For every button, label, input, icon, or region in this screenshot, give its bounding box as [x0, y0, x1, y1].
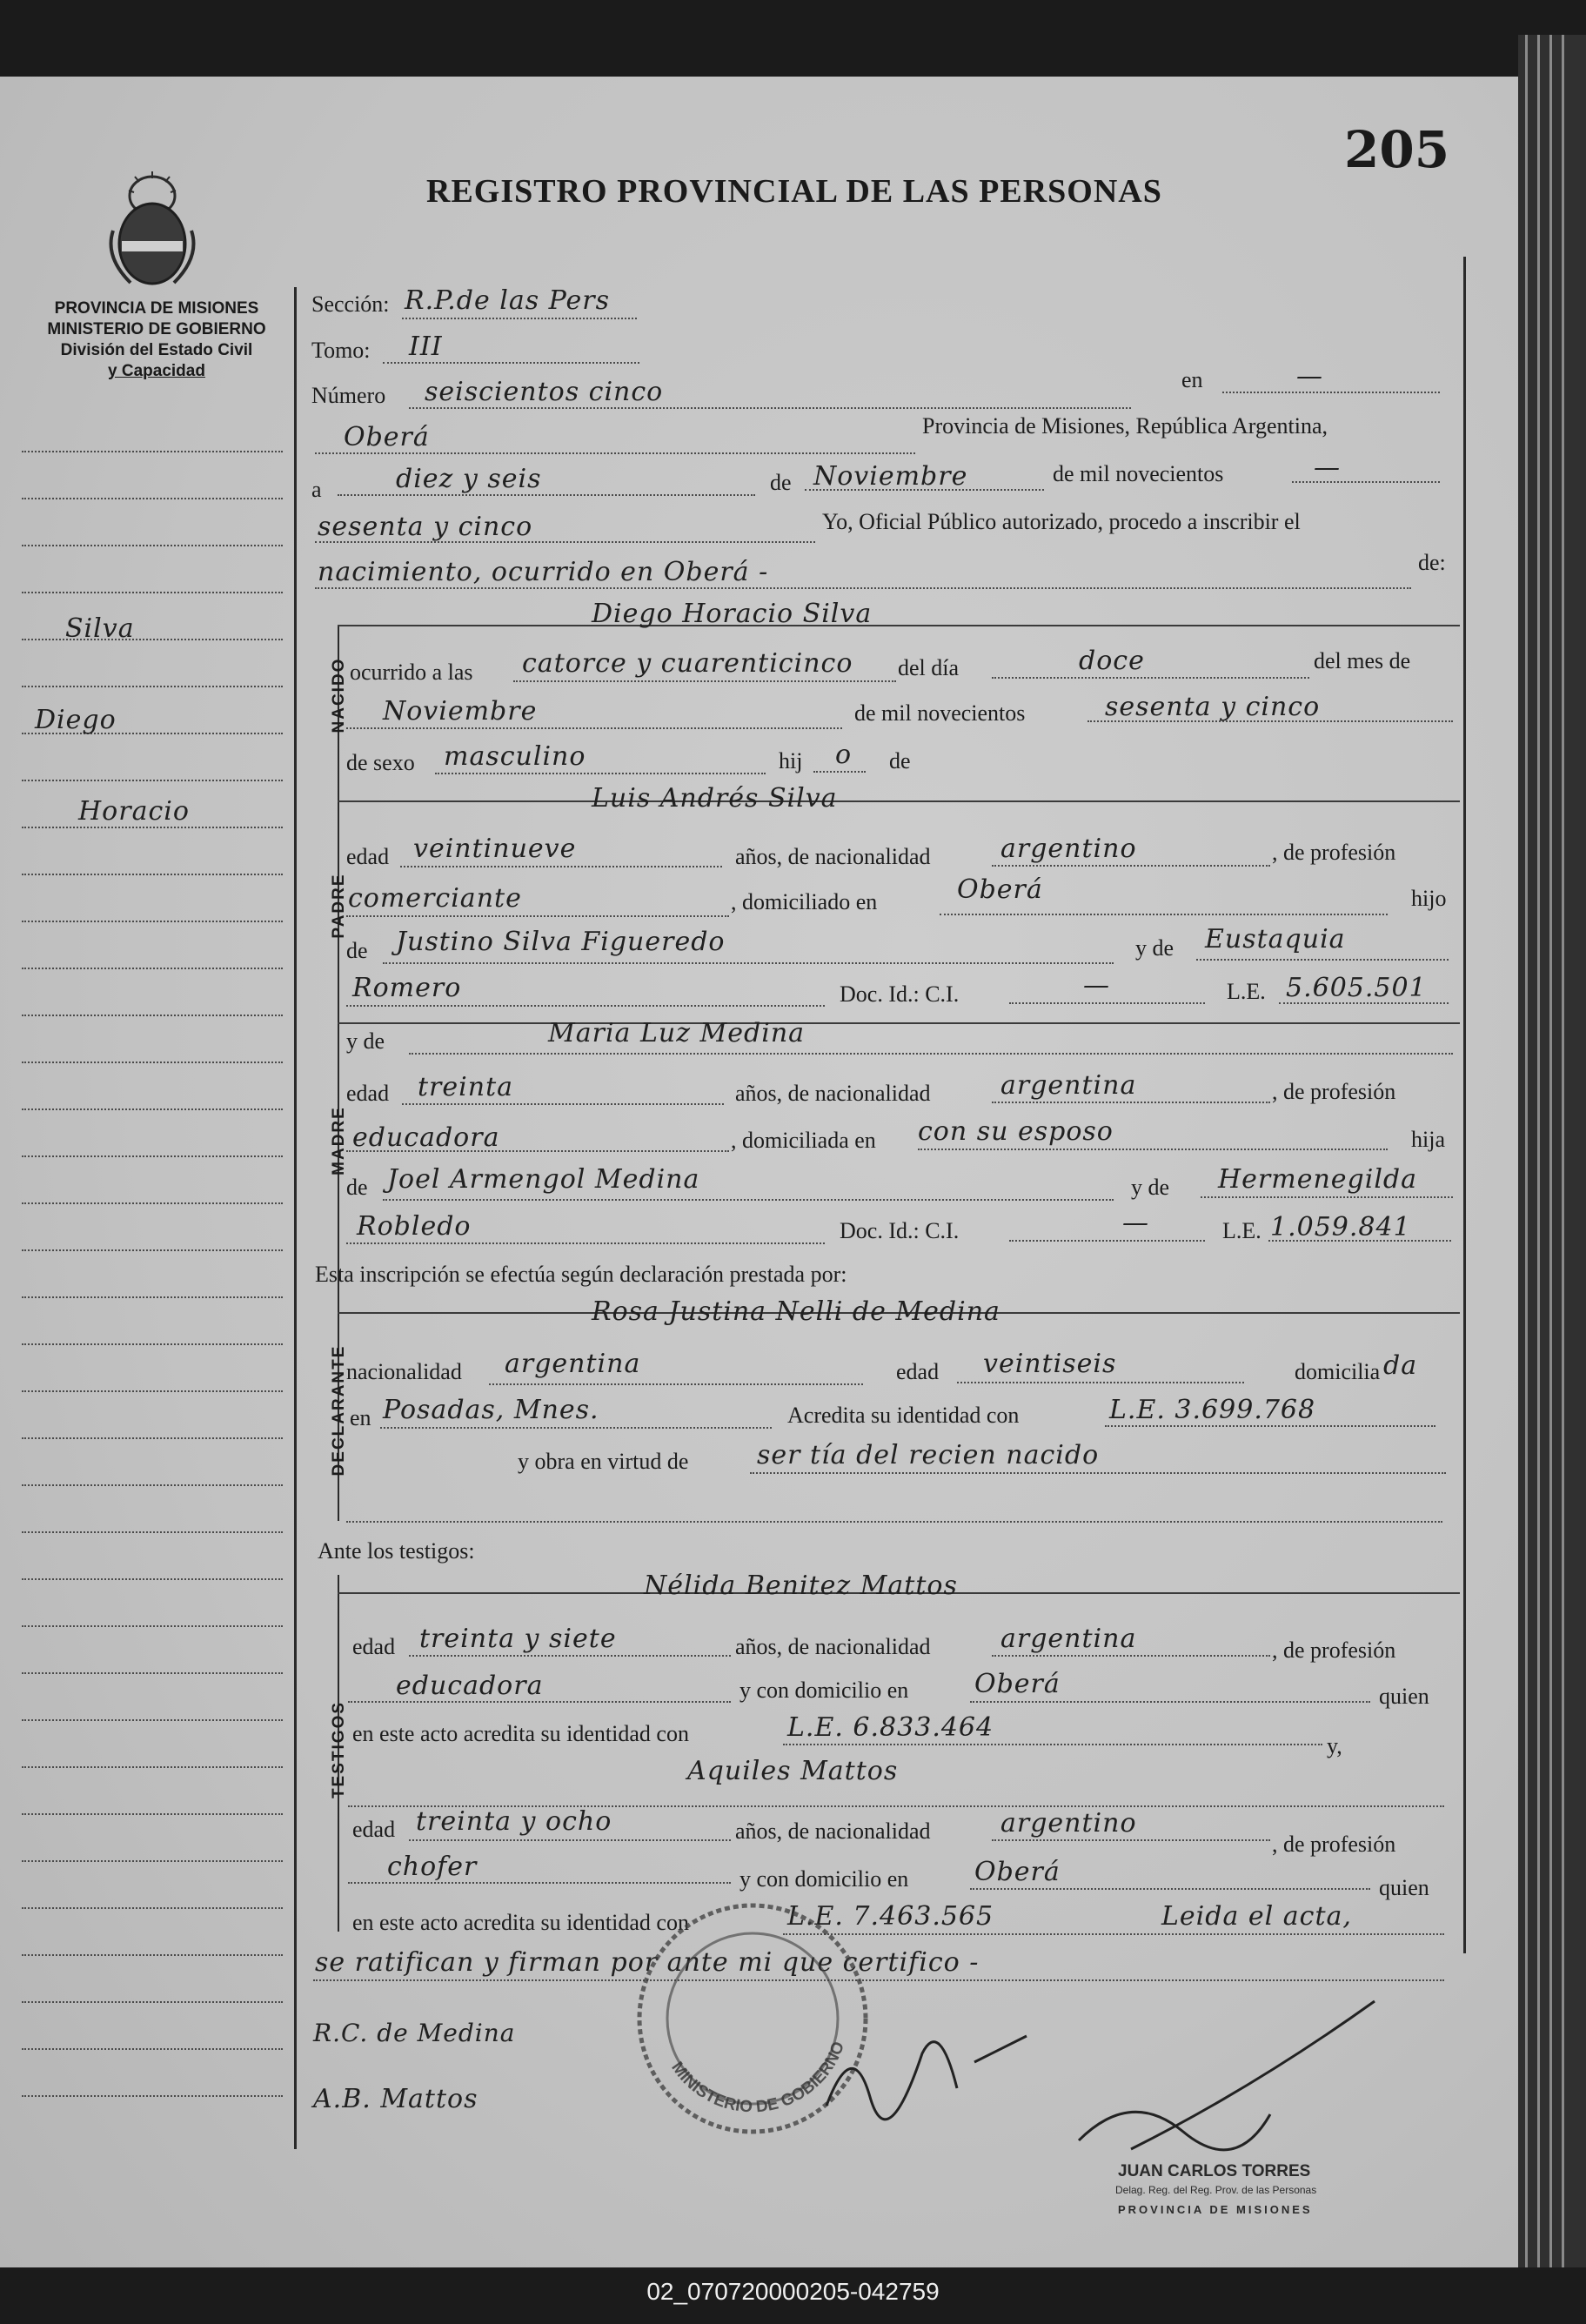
margin-ruled-line	[22, 686, 283, 687]
declarante-en: Posadas, Mnes.	[383, 1395, 599, 1425]
label-de-colon: de:	[1418, 550, 1446, 575]
label-testigo1-domicilio: y con domicilio en	[739, 1678, 909, 1703]
margin-ruled-line	[22, 1672, 283, 1674]
margin-name-1: Diego	[35, 705, 117, 735]
margin-ruled-line	[22, 921, 283, 922]
margin-ruled-line	[22, 1531, 283, 1533]
label-madre-domiciliada: , domiciliada en	[731, 1128, 876, 1153]
label-declarante-acredita: Acredita su identidad con	[787, 1403, 1020, 1428]
value-mes: Noviembre	[813, 461, 968, 492]
madre-madre: Hermenegilda	[1218, 1164, 1418, 1195]
madre-domicilio: con su esposo	[918, 1116, 1114, 1147]
label-ocurrido: ocurrido a las	[350, 660, 473, 685]
nacido-anio: sesenta y cinco	[1105, 692, 1321, 722]
value-nacimiento: nacimiento, ocurrido en Oberá -	[318, 557, 769, 587]
label-testigo1-y: y,	[1327, 1733, 1342, 1758]
label-testigo1-edad: edad	[352, 1634, 396, 1659]
label-testigo2-acredita: en este acto acredita su identidad con	[352, 1910, 689, 1935]
label-declarante-domicilia: domicilia	[1295, 1359, 1381, 1384]
label-padre-anos: años, de nacionalidad	[735, 844, 931, 869]
nacido-hora: catorce y cuarenticinco	[522, 648, 853, 679]
label-de-mil-nov-nacido: de mil novecientos	[854, 700, 1026, 726]
label-de-sexo: de sexo	[346, 750, 415, 775]
label-madre-doc-id: Doc. Id.: C.I.	[840, 1218, 960, 1243]
label-declarante: DECLARANTE	[330, 1344, 348, 1477]
testigo1-nacionalidad: argentina	[1000, 1624, 1137, 1654]
label-madre-y-de: y de	[346, 1028, 385, 1054]
label-padre-profesion: , de profesión	[1272, 840, 1396, 865]
nacido-sexo: masculino	[444, 741, 586, 772]
division-name: División del Estado Civil	[60, 341, 253, 359]
margin-ruled-line	[22, 968, 283, 969]
label-testigos: TESTIGOS	[330, 1700, 348, 1799]
value-numero: seiscientos cinco	[425, 377, 664, 407]
section-divider-nacido	[338, 625, 1460, 626]
label-padre-domiciliado: , domiciliado en	[731, 889, 878, 914]
value-dia: diez y seis	[396, 464, 542, 494]
label-testigo2-profesion: , de profesión	[1272, 1832, 1396, 1857]
declarante-edad: veintiseis	[983, 1349, 1117, 1379]
declarante-identidad: L.E. 3.699.768	[1109, 1395, 1316, 1425]
value-en: —	[1296, 361, 1323, 392]
margin-ruled-line	[22, 1484, 283, 1486]
section-divider-padre	[338, 800, 1460, 802]
madre-profesion: educadora	[352, 1122, 500, 1153]
declarante-domicilia-suffix: da	[1383, 1350, 1418, 1381]
padre-edad: veintinueve	[413, 834, 577, 864]
margin-ruled-line	[22, 827, 283, 828]
margin-ruled-line	[22, 1813, 283, 1815]
label-declarante-en: en	[350, 1405, 371, 1430]
madre-le: 1.059.841	[1270, 1212, 1411, 1242]
label-madre-y-de-2: y de	[1131, 1175, 1170, 1200]
label-de-mes: de	[770, 470, 792, 495]
madre-padre: Joel Armengol Medina	[387, 1164, 700, 1195]
margin-ruled-line	[22, 1907, 283, 1909]
testigo2-identidad: L.E. 7.463.565	[787, 1901, 994, 1932]
label-a: a	[311, 477, 322, 502]
margin-ruled-line	[22, 1625, 283, 1627]
seal-text: MINISTERIO DE GOBIERNO	[667, 2039, 849, 2117]
label-padre-hijo: hijo	[1411, 886, 1447, 911]
page-number: 205	[1344, 120, 1450, 179]
firma-testigo: A.B. Mattos	[313, 2084, 478, 2114]
value-anio: sesenta y cinco	[318, 512, 533, 542]
label-numero: Número	[311, 383, 386, 408]
label-seccion: Sección:	[311, 291, 390, 317]
margin-ruled-line	[22, 451, 283, 452]
label-testigo2-quien: quien	[1379, 1875, 1429, 1900]
testigo2-profesion: chofer	[387, 1852, 478, 1882]
section-divider-madre	[338, 1022, 1460, 1024]
official-province: PROVINCIA DE MISIONES	[1118, 2203, 1313, 2216]
declarante-obra: ser tía del recien nacido	[757, 1440, 1100, 1470]
label-testigo2-edad: edad	[352, 1817, 396, 1842]
madre-ci: —	[1122, 1208, 1149, 1238]
label-de-padres: de	[889, 748, 911, 774]
label-madre-hija: hija	[1411, 1127, 1445, 1152]
declarante-nombre: Rosa Justina Nelli de Medina	[592, 1296, 1000, 1327]
label-yo-oficial: Yo, Oficial Público autorizado, procedo a inscribir el	[822, 509, 1301, 534]
margin-ruled-line	[22, 1015, 283, 1016]
testigo1-identidad: L.E. 6.833.464	[787, 1712, 994, 1743]
margin-ruled-line	[22, 1202, 283, 1204]
label-testigo1-acredita: en este acto acredita su identidad con	[352, 1721, 689, 1746]
label-declarante-nacionalidad: nacionalidad	[346, 1359, 462, 1384]
label-testigo1-anos: años, de nacionalidad	[735, 1634, 931, 1659]
main-border-right	[1463, 257, 1466, 1953]
label-padre: PADRE	[330, 873, 348, 939]
ratifican-text: se ratifican y firman por ante mi que certifico -	[315, 1947, 980, 1978]
margin-surname: Silva	[65, 613, 135, 644]
testigo1-edad: treinta y siete	[419, 1624, 617, 1654]
official-title: Delag. Reg. del Reg. Prov. de las Personas	[1115, 2184, 1317, 2196]
label-declaracion: Esta inscripción se efectúa según declaración prestada por:	[315, 1262, 847, 1287]
nacido-hij-suffix: o	[835, 740, 853, 770]
padre-madre-2: Romero	[352, 973, 462, 1003]
label-madre-le: L.E.	[1222, 1218, 1261, 1243]
margin-ruled-line	[22, 498, 283, 499]
label-testigo1-quien: quien	[1379, 1684, 1429, 1709]
label-testigo2-anos: años, de nacionalidad	[735, 1818, 931, 1844]
value-tomo: III	[409, 332, 443, 362]
province-name: PROVINCIA DE MISIONES	[54, 299, 259, 318]
leida-el-acta: Leida el acta,	[1161, 1901, 1352, 1932]
scan-filename: 02_070720000205-042759	[646, 2278, 940, 2305]
label-padre-doc-id: Doc. Id.: C.I.	[840, 981, 960, 1007]
madre-nombre: Maria Luz Medina	[548, 1018, 806, 1048]
label-de-mil-novecientos: de mil novecientos	[1053, 461, 1224, 486]
label-provincia: Provincia de Misiones, República Argentina,	[922, 413, 1328, 439]
margin-ruled-line	[22, 1578, 283, 1580]
value-lugar: Oberá	[344, 422, 430, 452]
margin-ruled-line	[22, 1954, 283, 1956]
testigo1-profesion: educadora	[396, 1671, 544, 1701]
padre-padre: Justino Silva Figueredo	[396, 927, 726, 957]
margin-ruled-line	[22, 1343, 283, 1345]
label-padre-y-de: y de	[1135, 935, 1174, 961]
margin-ruled-line	[22, 1390, 283, 1392]
label-madre-edad: edad	[346, 1081, 390, 1106]
padre-domicilio: Oberá	[957, 874, 1043, 905]
testigo2-nacionalidad: argentino	[1000, 1808, 1137, 1838]
coat-of-arms-emblem	[104, 170, 200, 291]
testigo2-domicilio: Oberá	[974, 1857, 1061, 1887]
main-border-left	[294, 287, 297, 2149]
margin-ruled-line	[22, 2001, 283, 2003]
testigo1-nombre: Nélida Benitez Mattos	[644, 1571, 958, 1601]
value-seccion: R.P.de las Pers	[405, 285, 611, 316]
official-name: JUAN CARLOS TORRES	[1118, 2162, 1311, 2180]
margin-ruled-line	[22, 1155, 283, 1157]
margin-ruled-line	[22, 1062, 283, 1063]
testigo1-domicilio: Oberá	[974, 1669, 1061, 1699]
margin-ruled-line	[22, 639, 283, 640]
nacido-nombre: Diego Horacio Silva	[592, 599, 873, 629]
testigo2-edad: treinta y ocho	[416, 1806, 612, 1837]
padre-profesion: comerciante	[348, 883, 522, 914]
testigo2-nombre: Aquiles Mattos	[687, 1756, 899, 1786]
value-mil-nov: —	[1314, 452, 1341, 483]
label-madre-anos: años, de nacionalidad	[735, 1081, 931, 1106]
margin-ruled-line	[22, 1766, 283, 1768]
page-edge-stack	[1518, 35, 1586, 2267]
madre-edad: treinta	[418, 1072, 514, 1102]
padre-madre: Eustaquia	[1205, 924, 1346, 954]
ministry-name: MINISTERIO DE GOBIERNO	[47, 320, 266, 338]
margin-ruled-line	[22, 545, 283, 546]
label-tomo: Tomo:	[311, 338, 371, 363]
margin-name-2: Horacio	[78, 796, 190, 827]
nacido-dia: doce	[1079, 646, 1145, 676]
label-testigo1-profesion: , de profesión	[1272, 1638, 1396, 1663]
label-declarante-obra: y obra en virtud de	[518, 1449, 689, 1474]
label-padre-edad: edad	[346, 844, 390, 869]
padre-nombre: Luis Andrés Silva	[592, 783, 838, 814]
margin-ruled-line	[22, 1860, 283, 1862]
nacido-mes: Noviembre	[383, 696, 538, 727]
margin-ruled-line	[22, 1249, 283, 1251]
label-hij: hij	[779, 748, 803, 774]
margin-ruled-line	[22, 2095, 283, 2097]
firma-declarante: R.C. de Medina	[313, 2019, 516, 2047]
label-testigo2-domicilio: y con domicilio en	[739, 1866, 909, 1892]
margin-ruled-line	[22, 592, 283, 593]
label-del-dia: del día	[898, 655, 960, 680]
label-padre-le: L.E.	[1227, 979, 1266, 1004]
declarante-nacionalidad: argentina	[505, 1349, 641, 1379]
margin-ruled-line	[22, 1108, 283, 1110]
label-madre-de: de	[346, 1175, 368, 1200]
margin-ruled-line	[22, 874, 283, 875]
label-del-mes-de: del mes de	[1314, 648, 1411, 673]
madre-nacionalidad: argentina	[1000, 1070, 1137, 1101]
label-madre-profesion: , de profesión	[1272, 1079, 1396, 1104]
official-signature	[818, 1984, 1409, 2184]
label-madre: MADRE	[330, 1106, 348, 1175]
label-declarante-edad: edad	[896, 1359, 940, 1384]
label-en: en	[1181, 367, 1203, 392]
margin-ruled-line	[22, 1719, 283, 1721]
padre-nacionalidad: argentino	[1000, 834, 1137, 864]
label-padre-de: de	[346, 938, 368, 963]
label-nacido: NACIDO	[330, 657, 348, 733]
margin-ruled-line	[22, 2048, 283, 2050]
padre-ci: —	[1083, 970, 1110, 1001]
margin-ruled-line	[22, 780, 283, 781]
document-title: REGISTRO PROVINCIAL DE LAS PERSONAS	[426, 173, 1162, 210]
division-name-2: y Capacidad	[108, 362, 205, 380]
margin-ruled-line	[22, 1437, 283, 1439]
madre-madre-2: Robledo	[357, 1211, 472, 1242]
margin-ruled-line	[22, 1296, 283, 1298]
padre-le: 5.605.501	[1286, 973, 1427, 1003]
label-ante-testigos: Ante los testigos:	[318, 1538, 475, 1564]
